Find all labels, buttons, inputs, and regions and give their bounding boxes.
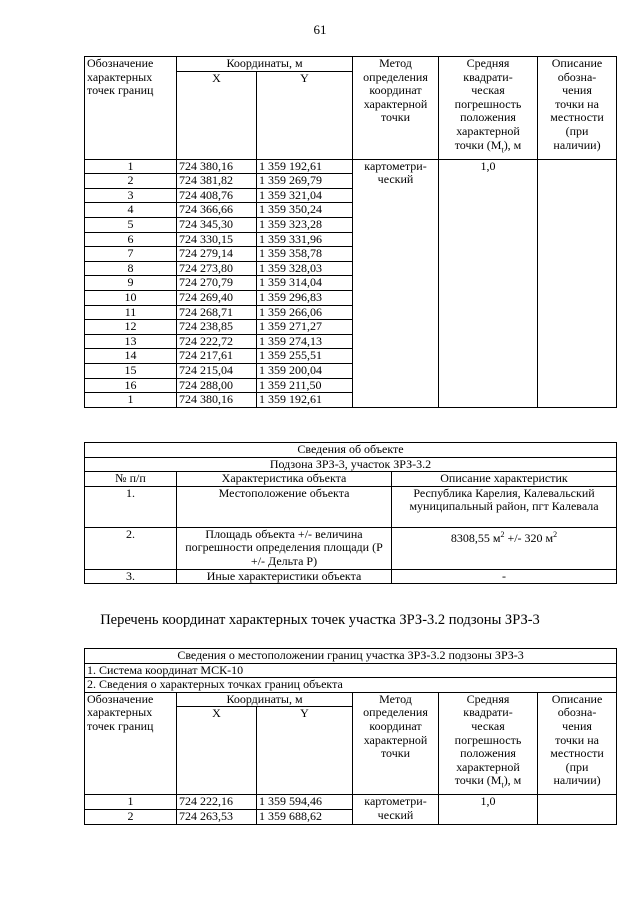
- point-number: 13: [85, 334, 177, 349]
- header-method: Метод определения координат характерной точки: [353, 692, 439, 795]
- coord-x: 724 217,61: [177, 349, 257, 364]
- object-info-subtitle: Подзона ЗРЗ-3, участок ЗРЗ-3.2: [85, 457, 617, 472]
- coord-y: 1 359 192,61: [257, 159, 353, 174]
- points-info: 2. Сведения о характерных точках границ объекта: [85, 678, 617, 693]
- point-number: 3: [85, 188, 177, 203]
- col-char: Характеристика объекта: [177, 472, 392, 487]
- table-row: [85, 159, 617, 174]
- coord-system: 1. Система координат МСК-10: [85, 663, 617, 678]
- coord-x: 724 270,79: [177, 276, 257, 291]
- coord-x: 724 273,80: [177, 261, 257, 276]
- coord-x: 724 345,30: [177, 217, 257, 232]
- point-number: 12: [85, 320, 177, 335]
- header-desc: Описание обозна- чения точки на местности (при наличии): [538, 57, 617, 160]
- error-cell: 1,0: [439, 159, 538, 407]
- col-num: № п/п: [85, 472, 177, 487]
- point-number: 9: [85, 276, 177, 291]
- coord-x: 724 380,16: [177, 393, 257, 408]
- row-char: Площадь объекта +/- величина погрешности определения площади (Р +/- Дельта Р): [177, 527, 392, 569]
- coord-x: 724 263,53: [177, 809, 257, 824]
- coord-y: 1 359 328,03: [257, 261, 353, 276]
- coord-y: 1 359 271,27: [257, 320, 353, 335]
- coord-y: 1 359 255,51: [257, 349, 353, 364]
- row-desc: 8308,55 $м^2$ +/- 320 $м^2$: [392, 527, 617, 569]
- row-desc: Республика Карелия, Калевальский муниципальный район, пгт Калевала: [392, 486, 617, 527]
- table-row: [85, 795, 617, 810]
- coord-y: 1 359 323,28: [257, 217, 353, 232]
- point-number: 7: [85, 247, 177, 262]
- row-num: 2.: [85, 527, 177, 569]
- object-info-title: Сведения об объекте: [85, 443, 617, 458]
- coord-y: 1 359 688,62: [257, 809, 353, 824]
- header-point: Обозначение характерных точек границ: [85, 57, 177, 160]
- point-number: 14: [85, 349, 177, 364]
- col-desc: Описание характеристик: [392, 472, 617, 487]
- coord-y: 1 359 594,46: [257, 795, 353, 810]
- coord-y: 1 359 266,06: [257, 305, 353, 320]
- header-coords: Координаты, м: [177, 692, 353, 707]
- coord-y: 1 359 274,13: [257, 334, 353, 349]
- error-cell: 1,0: [439, 795, 538, 824]
- row-num: 3.: [85, 569, 177, 584]
- object-info-table: [84, 442, 617, 584]
- coord-y: 1 359 358,78: [257, 247, 353, 262]
- header-desc: Описание обозна- чения точки на местности (при наличии): [538, 692, 617, 795]
- coordinates-table-1: [84, 56, 617, 408]
- point-number: 15: [85, 363, 177, 378]
- point-number: 4: [85, 203, 177, 218]
- coord-y: 1 359 269,79: [257, 174, 353, 189]
- header-x: X: [177, 707, 257, 795]
- row-desc: -: [392, 569, 617, 584]
- header-x: X: [177, 71, 257, 159]
- coord-x: 724 215,04: [177, 363, 257, 378]
- page-number: 61: [313, 22, 327, 37]
- header-y: Y: [257, 707, 353, 795]
- point-number: 2: [85, 809, 177, 824]
- location-title: Сведения о местоположении границ участка ЗРЗ-3.2 подзоны ЗРЗ-3: [85, 649, 617, 664]
- coord-x: 724 330,15: [177, 232, 257, 247]
- coord-y: 1 359 192,61: [257, 393, 353, 408]
- coord-x: 724 366,66: [177, 203, 257, 218]
- desc-cell: [538, 795, 617, 824]
- header-point: Обозначение характерных точек границ: [85, 692, 177, 795]
- point-number: 10: [85, 290, 177, 305]
- header-y: Y: [257, 71, 353, 159]
- coord-y: 1 359 331,96: [257, 232, 353, 247]
- point-number: 16: [85, 378, 177, 393]
- point-number: 2: [85, 174, 177, 189]
- point-number: 6: [85, 232, 177, 247]
- point-number: 1: [85, 159, 177, 174]
- coord-x: 724 222,72: [177, 334, 257, 349]
- coord-y: 1 359 350,24: [257, 203, 353, 218]
- coord-y: 1 359 314,04: [257, 276, 353, 291]
- point-number: 1: [85, 393, 177, 408]
- coord-x: 724 381,82: [177, 174, 257, 189]
- method-cell: картометри- ческий: [353, 159, 439, 407]
- point-number: 1: [85, 795, 177, 810]
- coord-y: 1 359 211,50: [257, 378, 353, 393]
- coord-y: 1 359 200,04: [257, 363, 353, 378]
- coordinates-table-2: [84, 648, 617, 825]
- row-char: Местоположение объекта: [177, 486, 392, 527]
- header-error: Средняя квадрати- ческая погрешность положения характерной точки $(M_t)$, м: [439, 57, 538, 160]
- row-num: 1.: [85, 486, 177, 527]
- coord-x: 724 269,40: [177, 290, 257, 305]
- point-number: 11: [85, 305, 177, 320]
- coord-x: 724 222,16: [177, 795, 257, 810]
- section-heading: Перечень координат характерных точек участка ЗРЗ-3.2 подзоны ЗРЗ-3: [100, 612, 540, 628]
- header-method: Метод определения координат характерной точки: [353, 57, 439, 160]
- coord-x: 724 380,16: [177, 159, 257, 174]
- desc-cell: [538, 159, 617, 407]
- coord-x: 724 279,14: [177, 247, 257, 262]
- header-error: Средняя квадрати- ческая погрешность положения характерной точки $(M_t)$, м: [439, 692, 538, 795]
- point-number: 8: [85, 261, 177, 276]
- header-coords: Координаты, м: [177, 57, 353, 72]
- coord-x: 724 238,85: [177, 320, 257, 335]
- coord-y: 1 359 321,04: [257, 188, 353, 203]
- coord-x: 724 408,76: [177, 188, 257, 203]
- coord-x: 724 288,00: [177, 378, 257, 393]
- coord-x: 724 268,71: [177, 305, 257, 320]
- method-cell: картометри- ческий: [353, 795, 439, 824]
- coord-y: 1 359 296,83: [257, 290, 353, 305]
- point-number: 5: [85, 217, 177, 232]
- row-char: Иные характеристики объекта: [177, 569, 392, 584]
